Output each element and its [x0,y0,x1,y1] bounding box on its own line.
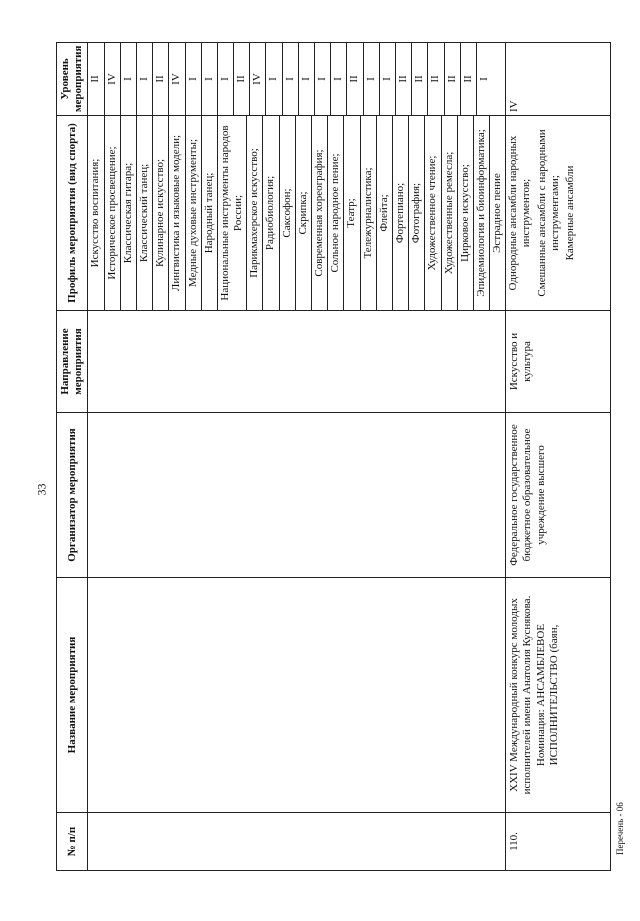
level-item: IV [250,43,266,115]
profile-item: Скрипка; [296,116,312,310]
level-item: I [299,43,315,115]
level-list-cell [88,43,506,116]
profile-item: Национальные инструменты народов России; [218,116,247,310]
level-item: I [121,43,137,115]
event-profile-list [506,116,610,310]
profile-item: Искусство воспитания; [88,116,104,310]
profile-item: Парикмахерское искусство; [247,116,263,310]
profile-item: Цирковое искусство; [458,116,474,310]
direction-cell-empty [88,311,506,413]
profile-list [88,116,505,310]
level-item: II [428,43,444,115]
header-row [57,43,88,871]
level-item: II [445,43,461,115]
level-item: I [380,43,396,115]
header-name: Название мероприятия [57,578,88,813]
level-item: II [347,43,363,115]
profile-item: Медные духовые инструменты; [186,116,202,310]
level-item: II [153,43,169,115]
row-number: 110. [506,813,611,871]
profile-item: Фотография; [409,116,425,310]
profile-item: Сольное народное пение; [328,116,344,310]
footer-note: Перечень - 06 [615,802,625,855]
organizer-cell-empty [88,413,506,578]
event-direction: Искусство и культура [506,311,611,413]
profile-item: Историческое просвещение; [105,116,121,310]
table-row-110 [506,43,611,871]
document-sheet [56,43,601,871]
level-item: I [331,43,347,115]
profile-item: Тележурналистика; [361,116,377,310]
event-organizer: Федеральное государственное бюджетное образовательное учреждение высшего [506,413,611,578]
level-item: I [315,43,331,115]
level-item: I [218,43,234,115]
event-name: XXIV Международный конкурс молодых исполнителей имени Анатолия Куснякова. Номинация: АНСАМБЛЕВОЕ ИСПОЛНИТЕЛЬСТВО (баян, [506,578,611,813]
level-item: I [364,43,380,115]
level-list [88,43,505,115]
level-item: II [88,43,104,115]
profile-item: Флейта; [377,116,393,310]
profile-item: Театр; [344,116,360,310]
name-cell-empty [88,578,506,813]
table-row-continuation [88,43,506,871]
event-profile-item: Смешанные ансамбли с народными инструментами; [535,129,561,297]
event-profile-item: Однородные ансамбли народных инструментов; [507,135,533,291]
profile-item: Радиобиология; [263,116,279,310]
level-item: II [234,43,250,115]
level-item: II [412,43,428,115]
level-item: I [186,43,202,115]
profile-item: Классическая гитара; [121,116,137,310]
header-level: Уровень мероприятия [57,43,88,116]
events-table [56,42,611,871]
profile-item: Кулинарное искусство; [153,116,169,310]
profile-item: Художественное чтение; [425,116,441,310]
event-level: IV [506,43,611,116]
profile-item: Современная хореография; [312,116,328,310]
level-item: I [266,43,282,115]
event-profile-cell [506,116,611,311]
level-item: I [477,77,490,81]
level-item: I [137,43,153,115]
level-item: II [461,43,477,115]
header-organizer: Организатор мероприятия [57,413,88,578]
level-item: I [202,43,218,115]
level-item: II [396,43,412,115]
profile-item: Эпидемиология и биоинформатика; [474,116,490,310]
header-profile: Профиль мероприятия (вид спорта) [57,116,88,311]
num-cell-empty [88,813,506,871]
profile-item: Народный танец; [202,116,218,310]
profile-item: Художественные ремесла; [442,116,458,310]
profile-item: Лингвистика и языковые модели; [169,116,185,310]
level-item: I [283,43,299,115]
profile-list-cell [88,116,506,311]
profile-item: Саксофон; [280,116,296,310]
event-profile-item: Камерные ансамбли [564,165,576,261]
page-number: 33 [34,483,49,496]
profile-item: Эстрадное пение [491,173,504,253]
profile-item: Классический танец; [137,116,153,310]
header-num: № п/п [57,813,88,871]
header-direction: Направление мероприятия [57,311,88,413]
level-item: IV [169,43,185,115]
level-item: IV [105,43,121,115]
profile-item: Фортепиано; [393,116,409,310]
